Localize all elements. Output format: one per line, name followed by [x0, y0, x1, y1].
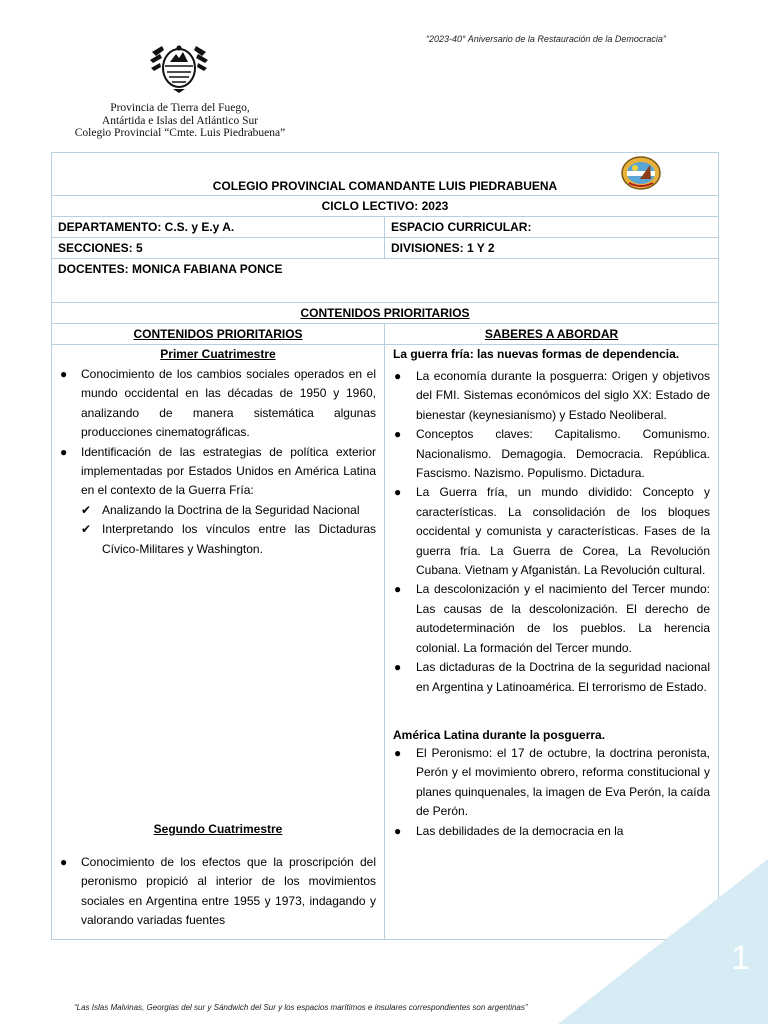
- divisiones-cell: DIVISIONES: 1 Y 2: [385, 238, 719, 259]
- letterhead: [60, 102, 300, 140]
- cold-war-topic: La guerra fría: las nuevas formas de dependencia.: [393, 347, 680, 361]
- second-term-list: [60, 853, 376, 931]
- bullet-icon: ●: [60, 855, 68, 870]
- list-item: ✔ Interpretando los vínculos entre las Dictaduras Cívico-Militares y Washington.: [81, 522, 376, 556]
- school-name-cell: [52, 153, 719, 196]
- table-row: [52, 324, 719, 345]
- column-header-saberes: SABERES A ABORDAR: [385, 324, 719, 345]
- page-number: 1: [731, 939, 750, 977]
- list-item: ● Las dictaduras de la Doctrina de la seguridad nacional en Argentina y Latinoamérica. El terrorismo de Estado.: [394, 660, 710, 694]
- header-motto: “2023-40° Aniversario de la Restauración de la Democracia”: [426, 34, 666, 44]
- bullet-icon: ●: [394, 823, 402, 838]
- column-header-contenidos: CONTENIDOS PRIORITARIOS: [52, 324, 385, 345]
- latin-america-topic: América Latina durante la posguerra.: [393, 727, 606, 742]
- list-item: ✔ Analizando la Doctrina de la Seguridad Nacional: [81, 501, 376, 520]
- docentes-cell: DOCENTES: MONICA FABIANA PONCE: [52, 259, 719, 303]
- cold-war-list: [393, 367, 710, 697]
- saberes-cell: [385, 345, 719, 940]
- table-row: [52, 153, 719, 196]
- list-item: ● Conocimiento de los cambios sociales operados en el mundo occidental en las décadas de 1950 y 1960, analizando de manera sistemática algunas producciones cinematográficas.: [60, 367, 376, 440]
- list-item: ● Conceptos claves: Capitalismo. Comunismo. Nacionalismo. Demagogia. Democracia. República. Fascismo. Nazismo. Populismo. Dictadura.: [394, 427, 710, 481]
- bullet-icon: ●: [394, 485, 402, 500]
- provincial-crest-icon: [148, 44, 210, 94]
- school-logo-icon: [620, 155, 662, 191]
- first-term-sublist: [60, 501, 376, 559]
- secciones-cell: SECCIONES: 5: [52, 238, 385, 259]
- bullet-icon: ●: [60, 444, 68, 459]
- first-term-title: Primer Cuatrimestre: [160, 347, 276, 361]
- table-row: [52, 238, 719, 259]
- list-item: ● El Peronismo: el 17 de octubre, la doctrina peronista, Perón y el movimiento obrero, reforma constitucional y planes quinquenales, la imagen de Eva Perón, la caída de Perón.: [394, 745, 710, 819]
- bullet-icon: ●: [394, 745, 402, 760]
- checkmark-icon: ✔: [81, 522, 92, 537]
- departamento-cell: DEPARTAMENTO: C.S. y E.y A.: [52, 217, 385, 238]
- bullet-icon: ●: [394, 369, 402, 383]
- bullet-icon: ●: [394, 660, 402, 675]
- list-item: ● Las debilidades de la democracia en la: [393, 822, 710, 841]
- table-row: [52, 196, 719, 217]
- letterhead-line-region: Antártida e Islas del Atlántico Sur: [101, 114, 259, 127]
- ciclo-cell: CICLO LECTIVO: 2023: [52, 196, 719, 217]
- school-name: COLEGIO PROVINCIAL COMANDANTE LUIS PIEDRABUENA: [212, 179, 558, 193]
- second-term-title: Segundo Cuatrimestre: [153, 822, 283, 837]
- letterhead-line-school: Colegio Provincial “Cmte. Luis Piedrabuena”: [74, 127, 286, 139]
- first-term-list: [60, 365, 376, 501]
- footer-motto: “Las Islas Malvinas, Georgias del sur y Sándwich del Sur y los espacios marítimos e insulares correspondientes son argentinas”: [74, 1003, 528, 1012]
- bullet-icon: ●: [394, 582, 402, 597]
- list-item: ● Identificación de las estrategias de política exterior implementadas por Estados Unidos en América Latina en el contexto de la Guerra Fría:: [60, 444, 376, 498]
- table-row: [52, 217, 719, 238]
- table-row: [52, 303, 719, 324]
- checkmark-icon: ✔: [81, 502, 92, 517]
- contenidos-title-cell: CONTENIDOS PRIORITARIOS: [52, 303, 719, 324]
- list-item: ● La economía durante la posguerra: Origen y objetivos del FMI. Sistemas económicos del siglo XX: Estado de bienestar (keynesianismo) y Estado Neoliberal.: [394, 369, 710, 422]
- list-item: ● Conocimiento de los efectos que la proscripción del peronismo propició al interior de los movimientos sociales en Argentina entre 1955 y 1973, indagando y valorando variadas fuentes: [60, 855, 376, 928]
- table-row: [52, 345, 719, 940]
- espacio-curricular-cell: ESPACIO CURRICULAR:: [385, 217, 719, 238]
- list-item: ● La Guerra fría, un mundo dividido: Concepto y características. La consolidación de los bloques occidental y comunista y características. Fases de la guerra fría. La Guerra de Corea, La Revolución Cubana. Vietnam y Afganistán. La Revolución cultural.: [394, 485, 710, 578]
- list-item: ● La descolonización y el nacimiento del Tercer mundo: Las causas de la descolonización. El derecho de autodeterminación de los pueblos. La herencia colonial. La formación del Tercer mundo.: [394, 582, 710, 655]
- bullet-icon: ●: [394, 427, 402, 442]
- latin-america-list: [393, 744, 710, 841]
- bullet-icon: ●: [60, 367, 68, 381]
- letterhead-line-province: Provincia de Tierra del Fuego,: [110, 102, 250, 114]
- contenidos-cell: [52, 345, 385, 940]
- table-row: [52, 259, 719, 303]
- curriculum-table: [51, 152, 719, 940]
